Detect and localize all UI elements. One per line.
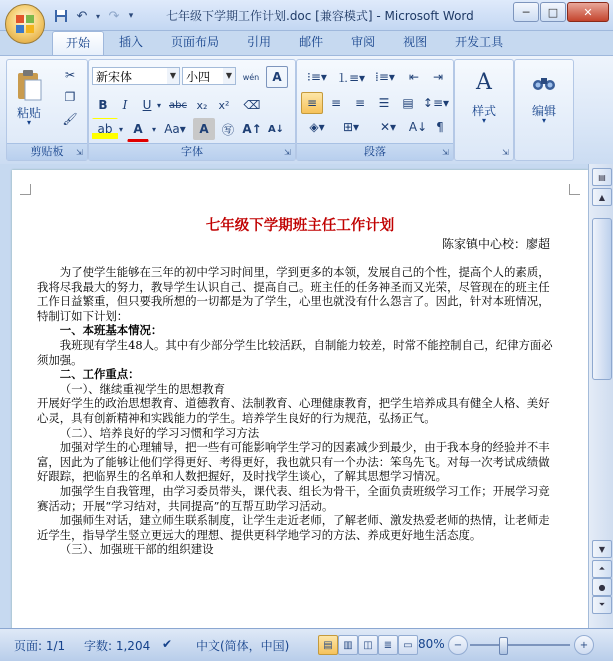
tab-home[interactable]: 开始 <box>52 31 104 55</box>
text-highlight-dropdown-icon[interactable]: ▾ <box>118 124 123 134</box>
clipboard-group <box>6 59 88 161</box>
character-shading-icon[interactable]: A <box>193 118 215 140</box>
strikethrough-icon[interactable]: abc <box>169 99 187 111</box>
line-spacing-icon[interactable]: ↕≡▾ <box>422 96 450 110</box>
window-title: 七年级下学期工作计划.doc [兼容模式] - Microsoft Word <box>166 9 474 23</box>
editing-label[interactable]: 编辑 <box>531 104 556 118</box>
underline-dropdown-icon[interactable]: ▾ <box>156 100 161 110</box>
document-page[interactable] <box>12 170 588 628</box>
scroll-down-icon[interactable]: ▼ <box>592 540 612 558</box>
sort-icon[interactable]: A↓ <box>408 120 428 134</box>
quick-styles-icon[interactable]: A <box>476 69 492 95</box>
paragraph-group <box>296 59 454 161</box>
paragraph: 加强师生对话，建立师生联系制度，让学生走近老师，了解老师、激发热爱老师的热情，让老师走近学生，指导学生竖立更远大的理想、提供更科学地学习的方法、养成更好地生活态度。 <box>37 513 550 542</box>
font-color-dropdown-icon[interactable]: ▾ <box>151 124 156 134</box>
format-painter-icon[interactable]: 🖌 <box>62 112 78 126</box>
phonetic-guide-icon[interactable]: wén <box>242 72 260 82</box>
paragraph: 为了使学生能够在三年的初中学习时间里，学到更多的本领，发展自己的个性，提高个人的素质，我将尽我最大的努力，教导学生认识自己、提高自己。班主任的任务神圣而又光荣，尽管现在的班主任工作日益繁重，但只要我所想的一切都是为了学生，心里也就没有什么怨言了。因此，针对本班情况，特制订如下计划： <box>37 265 550 323</box>
tab-mailings[interactable]: 邮件 <box>299 35 324 49</box>
crop-mark-top-left <box>20 184 31 195</box>
office-button[interactable] <box>5 4 45 44</box>
borders-icon[interactable]: ⊞▾ <box>342 120 360 134</box>
tab-insert[interactable]: 插入 <box>119 35 144 49</box>
justify-icon[interactable]: ☰ <box>378 96 390 110</box>
font-group-label: 字体 <box>89 143 295 160</box>
web-layout-icon[interactable]: ◫ <box>358 635 378 655</box>
font-name-combo[interactable] <box>92 67 180 85</box>
undo-icon[interactable]: ↶ <box>76 8 88 24</box>
page-count[interactable]: 页面: 1/1 <box>14 639 66 653</box>
paste-icon[interactable] <box>11 64 47 106</box>
bold-icon[interactable]: B <box>98 98 108 112</box>
editing-dropdown-icon[interactable]: ▾ <box>541 116 546 125</box>
zoom-level[interactable]: 80% <box>418 637 445 651</box>
font-color-icon[interactable]: A <box>127 118 149 142</box>
styles-group <box>454 59 514 161</box>
increase-indent-icon[interactable]: ⇥ <box>432 70 444 84</box>
paste-dropdown-icon[interactable]: ▾ <box>26 118 31 127</box>
subheading: （二）、培养良好的学习习惯和学习方法 <box>59 425 260 440</box>
full-screen-reading-icon[interactable]: ▥ <box>338 635 358 655</box>
font-name-dropdown-icon[interactable]: ▼ <box>167 68 179 84</box>
quick-access-toolbar <box>52 6 136 26</box>
font-name-value: 新宋体 <box>96 70 133 84</box>
align-center-icon[interactable]: ≡ <box>330 96 342 110</box>
draft-view-icon[interactable]: ▭ <box>398 635 418 655</box>
styles-label[interactable]: 样式 <box>471 104 496 118</box>
zoom-slider-thumb[interactable] <box>499 637 508 655</box>
heading: 一、本班基本情况： <box>59 323 163 338</box>
window-controls <box>513 2 609 22</box>
undo-dropdown-icon[interactable]: ▾ <box>95 11 100 21</box>
tab-view[interactable]: 视图 <box>403 35 428 49</box>
language-indicator[interactable]: 中文(简体，中国) <box>196 639 290 653</box>
minimize-button[interactable]: ─ <box>513 2 539 22</box>
redo-icon[interactable]: ↷ <box>108 8 120 24</box>
clear-formatting-icon[interactable]: ⌫ <box>243 98 261 112</box>
paragraph-group-label: 段落 <box>297 143 453 160</box>
font-size-combo[interactable] <box>182 67 236 85</box>
text-highlight-icon[interactable]: ab <box>92 118 118 140</box>
enclose-characters-icon[interactable]: ㊢ <box>221 122 234 137</box>
superscript-icon[interactable]: x² <box>218 98 230 112</box>
document-area <box>0 164 588 628</box>
paste-label[interactable]: 粘贴 <box>16 106 41 120</box>
numbering-icon[interactable]: ⒈≡▾ <box>336 70 366 85</box>
shading-icon[interactable]: ◈▾ <box>309 120 325 134</box>
save-icon[interactable] <box>52 7 70 25</box>
tab-references[interactable]: 引用 <box>247 35 272 49</box>
distributed-icon[interactable]: ▤ <box>402 96 414 110</box>
outline-view-icon[interactable]: ≣ <box>378 635 398 655</box>
previous-page-icon[interactable]: ⏶ <box>592 560 612 578</box>
styles-launcher-icon[interactable]: ⇲ <box>502 148 509 157</box>
word-count[interactable]: 字数: 1,204 <box>84 639 151 653</box>
shrink-font-icon[interactable]: A↓ <box>267 123 285 135</box>
status-bar <box>0 628 613 661</box>
document-body[interactable] <box>37 265 559 557</box>
crop-mark-top-right <box>569 184 580 195</box>
zoom-out-button[interactable]: − <box>448 635 468 655</box>
ribbon <box>0 55 613 165</box>
italic-icon[interactable]: I <box>122 98 128 112</box>
bullets-icon[interactable]: ⁝≡▾ <box>307 70 327 84</box>
character-border-icon[interactable]: A <box>266 66 288 88</box>
paragraph: 我班现有学生48人。其中有少部分学生比较活跃，自制能力较差，时常不能控制自己，纪律方面必须加强。 <box>37 337 553 367</box>
ruler-toggle-icon[interactable]: ▤ <box>592 168 612 186</box>
scroll-thumb[interactable] <box>592 218 612 380</box>
font-group <box>88 59 296 161</box>
find-binoculars-icon[interactable] <box>525 64 563 100</box>
customize-qat-icon[interactable]: ▾ <box>128 11 134 21</box>
vertical-scrollbar[interactable] <box>588 164 613 628</box>
font-size-dropdown-icon[interactable]: ▼ <box>223 68 235 84</box>
chinese-layout-icon[interactable]: ✕▾ <box>379 120 397 134</box>
scroll-up-icon[interactable]: ▲ <box>592 188 612 206</box>
ribbon-tabs <box>52 31 516 55</box>
subscript-icon[interactable]: x₂ <box>196 98 208 112</box>
change-case-icon[interactable]: Aa▾ <box>164 122 186 136</box>
styles-dropdown-icon[interactable]: ▾ <box>481 116 486 125</box>
editing-group <box>514 59 574 161</box>
heading: 二、工作重点： <box>59 367 140 382</box>
document-title: 七年级下学期班主任工作计划 <box>205 217 395 234</box>
font-size-value: 小四 <box>186 70 211 84</box>
decrease-indent-icon[interactable]: ⇤ <box>408 70 420 84</box>
copy-icon[interactable]: ❐ <box>64 90 76 104</box>
document-author: 陈家镇中心校：廖超 <box>441 237 550 251</box>
office-logo-icon <box>14 13 36 35</box>
subheading: （三）、加强班干部的组织建设 <box>59 542 214 557</box>
close-button[interactable]: ✕ <box>567 2 609 22</box>
underline-icon[interactable]: U <box>142 98 152 112</box>
multilevel-list-icon[interactable]: ⁞≡▾ <box>375 70 395 84</box>
next-page-icon[interactable]: ⏷ <box>592 596 612 614</box>
tab-developer[interactable]: 开发工具 <box>455 35 504 49</box>
align-right-icon[interactable]: ≡ <box>354 96 366 110</box>
clipboard-launcher-icon[interactable]: ⇲ <box>76 148 83 157</box>
zoom-slider-track[interactable] <box>470 644 570 646</box>
print-layout-icon[interactable]: ▤ <box>318 635 338 655</box>
show-paragraph-marks-icon[interactable]: ¶ <box>436 120 444 134</box>
tab-review[interactable]: 审阅 <box>351 35 376 49</box>
align-left-icon[interactable]: ≡ <box>301 92 323 114</box>
cut-icon[interactable]: ✂ <box>64 68 76 82</box>
paragraph: 加强对学生的心理辅导，把一些有可能影响学生学习的因素减少到最少，由于我本身的经验并不丰富，因此为了能够让他们学得更好、考得更好，我也就只有一个办法：笨鸟先飞。对每一次考试成绩做好跟踪，把临界生的名单和人数把握好，及时找学生谈心，了解其思想学习情况。 <box>37 440 550 484</box>
paragraph: 开展好学生的政治思想教育、道德教育、法制教育、心理健康教育，把学生培养成具有健全人格、美好心灵，具有创新精神和实践能力的学生。培养学生良好的行为规范，弘扬正气。 <box>37 396 550 425</box>
paragraph-launcher-icon[interactable]: ⇲ <box>442 148 449 157</box>
proofing-icon[interactable]: ✔ <box>162 637 173 651</box>
select-browse-object-icon[interactable]: ● <box>592 578 612 596</box>
font-launcher-icon[interactable]: ⇲ <box>284 148 291 157</box>
paragraph: 加强学生自我管理，由学习委员带头，课代表、组长为骨干，全面负责班级学习工作；开展学习竞赛活动；开展“学习结对，共同提高”的互帮互助学习活动。 <box>37 483 550 513</box>
grow-font-icon[interactable]: A↑ <box>242 122 262 136</box>
tab-page-layout[interactable]: 页面布局 <box>171 35 220 49</box>
zoom-in-button[interactable]: + <box>574 635 594 655</box>
subheading: （一）、继续重视学生的思想教育 <box>59 381 225 396</box>
maximize-button[interactable]: □ <box>540 2 566 22</box>
clipboard-group-label: 剪贴板 <box>7 143 87 160</box>
